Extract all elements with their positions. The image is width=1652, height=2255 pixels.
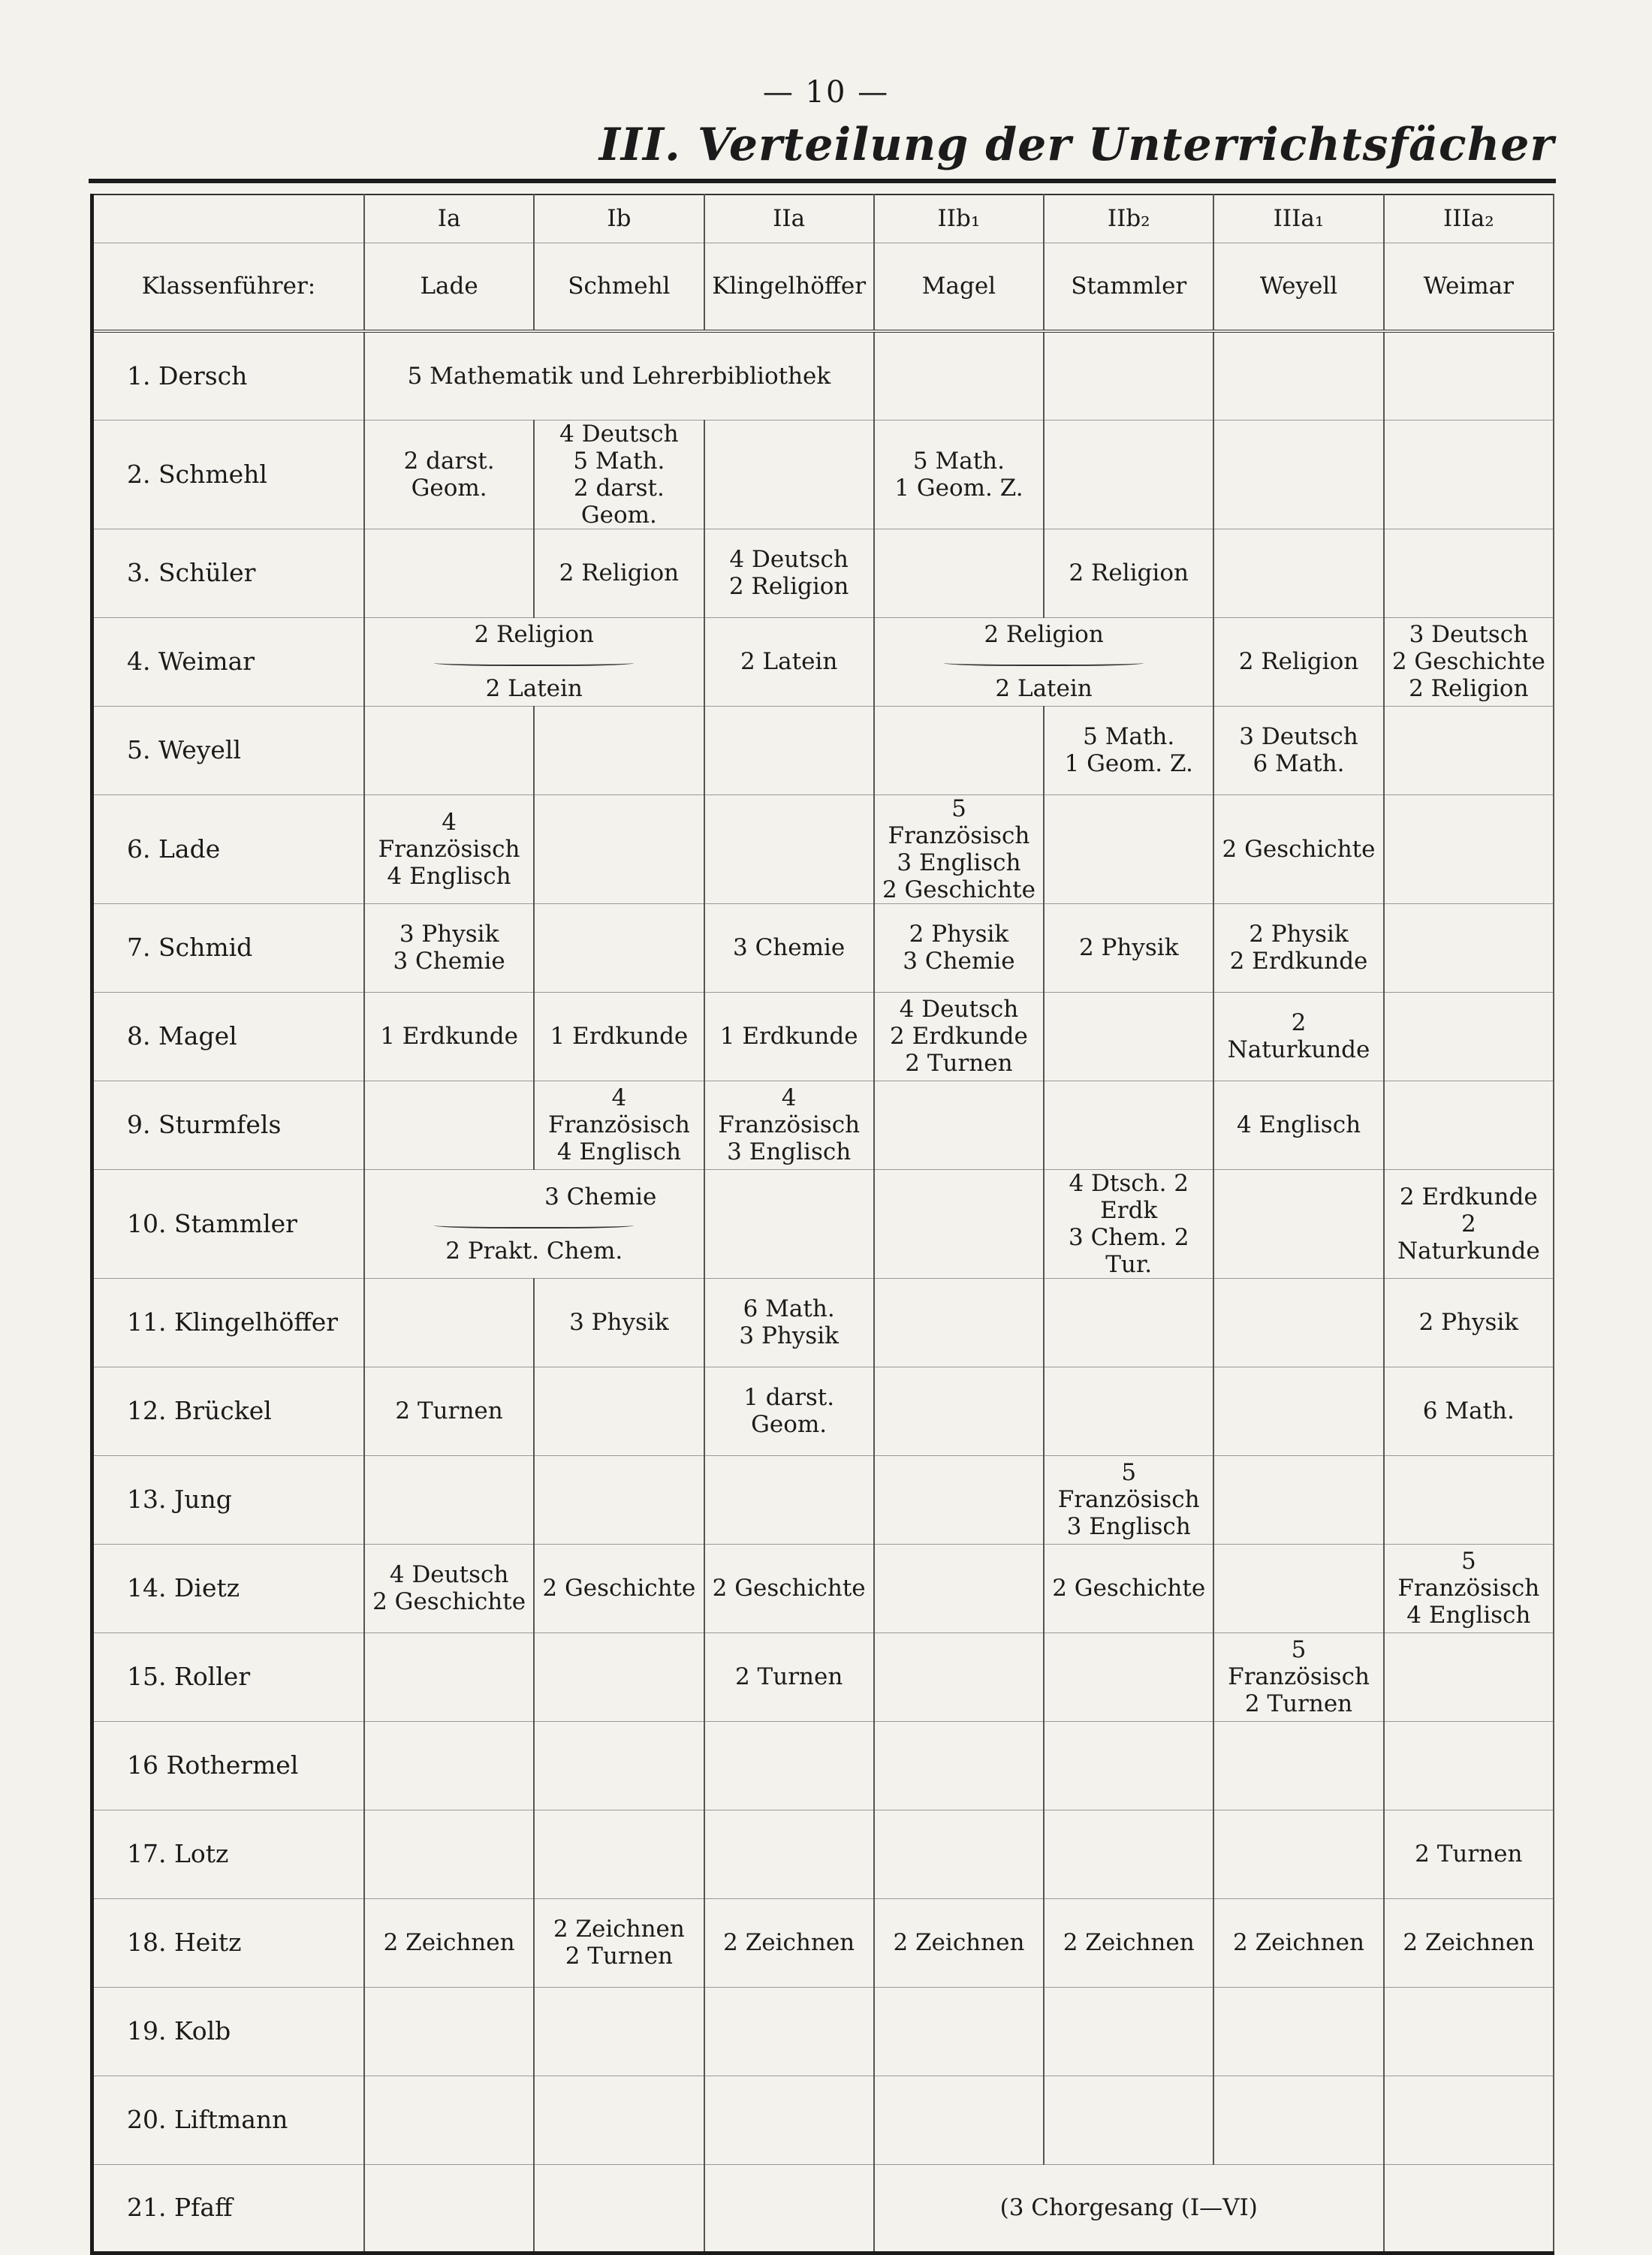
assignment-cell: 2 Religion bbox=[1213, 617, 1383, 706]
teacher-name: 2. Schmehl bbox=[92, 420, 364, 529]
class-leader: Lade bbox=[364, 243, 534, 331]
assignment-cell bbox=[1044, 992, 1213, 1081]
brace-mark bbox=[434, 1221, 634, 1228]
section-title: III. Verteilung der Unterrichtsfächer bbox=[598, 119, 1554, 171]
assignment-cell bbox=[534, 706, 704, 794]
assignment-cell bbox=[874, 2076, 1044, 2164]
assignment-cell bbox=[1044, 1278, 1213, 1367]
assignment-cell bbox=[1044, 1810, 1213, 1898]
brace-mark bbox=[944, 659, 1144, 666]
assignment-cell: 1 Erdkunde bbox=[704, 992, 874, 1081]
assignment-cell bbox=[534, 2164, 704, 2253]
assignment-line: 5 Math. bbox=[573, 447, 665, 475]
assignment-cell: 2 Geschichte bbox=[704, 1544, 874, 1632]
teacher-name: 13. Jung bbox=[92, 1455, 364, 1544]
assignment-cell: 2 Zeichnen bbox=[1044, 1898, 1213, 1987]
assignment-cell bbox=[1384, 331, 1554, 420]
assignment-line: 4 Französisch bbox=[547, 1084, 690, 1138]
assignment-cell: 2 Zeichnen bbox=[874, 1898, 1044, 1987]
assignment-cell bbox=[364, 706, 534, 794]
assignment-cell bbox=[1213, 420, 1383, 529]
assignment-line: 4 Deutsch bbox=[389, 1561, 509, 1588]
teacher-name: 9. Sturmfels bbox=[92, 1081, 364, 1169]
assignment-cell bbox=[1384, 617, 1554, 706]
class-leader: Stammler bbox=[1044, 243, 1213, 331]
assignment-cell bbox=[364, 903, 534, 992]
assignment-cell bbox=[874, 1632, 1044, 1721]
assignment-cell bbox=[874, 1721, 1044, 1810]
teacher-name: 4. Weimar bbox=[92, 617, 364, 706]
assignment-cell: 2 Turnen bbox=[1384, 1810, 1554, 1898]
assignment-cell: 3 Chemie bbox=[704, 903, 874, 992]
teacher-row bbox=[92, 1278, 1554, 1367]
assignment-cell: 2 Zeichnen bbox=[1213, 1898, 1383, 1987]
assignment-cell bbox=[534, 1721, 704, 1810]
assignment-cell bbox=[704, 2076, 874, 2164]
assignment-line: 2 Latein bbox=[995, 675, 1093, 702]
assignment-cell: 1 Erdkunde bbox=[534, 992, 704, 1081]
teacher-row bbox=[92, 1367, 1554, 1455]
assignment-cell bbox=[534, 2076, 704, 2164]
assignment-line: 3 Chemie bbox=[903, 948, 1015, 975]
assignment-cell: 2 Turnen bbox=[364, 1367, 534, 1455]
teacher-name: 18. Heitz bbox=[92, 1898, 364, 1987]
assignment-line: 3 Englisch bbox=[727, 1138, 852, 1165]
assignment-cell bbox=[1384, 529, 1554, 617]
assignment-cell bbox=[874, 1278, 1044, 1367]
assignment-cell bbox=[874, 1367, 1044, 1455]
assignment-cell: 2 Zeichnen bbox=[364, 1898, 534, 1987]
assignment-cell bbox=[1384, 1169, 1554, 1278]
assignment-cell bbox=[1384, 903, 1554, 992]
assignment-cell bbox=[1044, 420, 1213, 529]
assignment-line: 2 Erdkunde bbox=[1229, 948, 1368, 975]
assignment-cell bbox=[874, 794, 1044, 903]
assignment-cell bbox=[1213, 1367, 1383, 1455]
class-header-iia: IIa bbox=[704, 194, 874, 243]
assignment-line: 2 Turnen bbox=[1244, 1690, 1353, 1717]
assignment-cell bbox=[1384, 992, 1554, 1081]
assignment-line: 3 Chem. 2 Tur. bbox=[1069, 1223, 1189, 1278]
assignment-cell bbox=[1044, 706, 1213, 794]
assignment-line: 2 Religion bbox=[728, 573, 849, 600]
assignment-cell bbox=[1213, 903, 1383, 992]
assignment-cell: 4 Englisch bbox=[1213, 1081, 1383, 1169]
assignment-line: 2 Religion bbox=[474, 621, 594, 648]
assignment-cell bbox=[874, 1987, 1044, 2076]
assignment-cell: 2 Geschichte bbox=[1213, 794, 1383, 903]
assignment-line: 2 Turnen bbox=[565, 1943, 674, 1970]
teacher-name: 8. Magel bbox=[92, 992, 364, 1081]
assignment-cell: 2 Religion bbox=[534, 529, 704, 617]
assignment-line: 2 Naturkunde bbox=[1397, 1210, 1540, 1265]
assignment-cell bbox=[534, 1367, 704, 1455]
teacher-row bbox=[92, 1987, 1554, 2076]
class-header-ia: Ia bbox=[364, 194, 534, 243]
assignment-span-cell: 5 Mathematik und Lehrerbibliothek bbox=[364, 331, 874, 420]
assignment-cell: 2 Geschichte bbox=[534, 1544, 704, 1632]
assignment-line: 4 Französisch bbox=[718, 1084, 861, 1138]
assignment-cell bbox=[704, 1987, 874, 2076]
class-header-iib2: IIb₂ bbox=[1044, 194, 1213, 243]
teacher-row bbox=[92, 617, 1554, 706]
assignment-cell bbox=[704, 1081, 874, 1169]
assignment-line: 4 Deutsch bbox=[899, 996, 1019, 1023]
assignment-cell bbox=[1213, 1632, 1383, 1721]
assignment-cell bbox=[1044, 1169, 1213, 1278]
assignment-cell bbox=[1213, 1455, 1383, 1544]
assignment-cell bbox=[874, 1169, 1044, 1278]
assignment-cell bbox=[364, 2076, 534, 2164]
assignment-cell bbox=[534, 1987, 704, 2076]
assignment-cell bbox=[1384, 1544, 1554, 1632]
class-leader: Weimar bbox=[1384, 243, 1554, 331]
assignment-cell bbox=[1044, 1455, 1213, 1544]
assignment-span-cell bbox=[364, 1169, 704, 1278]
assignment-cell bbox=[874, 1810, 1044, 1898]
teacher-row bbox=[92, 1081, 1554, 1169]
class-leader: Klingelhöffer bbox=[704, 243, 874, 331]
assignment-span-cell: (3 Chorgesang (I—VI) bbox=[874, 2164, 1384, 2253]
assignment-cell bbox=[704, 420, 874, 529]
assignment-cell bbox=[874, 903, 1044, 992]
class-leader: Schmehl bbox=[534, 243, 704, 331]
teacher-row bbox=[92, 2076, 1554, 2164]
assignment-cell bbox=[1044, 2076, 1213, 2164]
assignment-cell bbox=[364, 1081, 534, 1169]
assignment-line: 1 Geom. Z. bbox=[894, 474, 1023, 502]
assignment-cell bbox=[1384, 2164, 1554, 2253]
assignment-line: 2 Religion bbox=[1409, 675, 1529, 702]
assignment-cell bbox=[874, 992, 1044, 1081]
assignment-line: 4 Englisch bbox=[556, 1138, 681, 1165]
assignment-line: 3 Deutsch bbox=[1239, 723, 1358, 750]
class-header-ib: Ib bbox=[534, 194, 704, 243]
assignment-cell bbox=[874, 331, 1044, 420]
assignment-line: 2 Geschichte bbox=[372, 1588, 526, 1615]
teacher-name: 14. Dietz bbox=[92, 1544, 364, 1632]
brace-mark bbox=[434, 659, 634, 666]
assignment-line: 3 Deutsch bbox=[1409, 621, 1529, 648]
assignment-cell bbox=[1213, 1721, 1383, 1810]
teacher-name: 7. Schmid bbox=[92, 903, 364, 992]
assignment-line: 2 Physik bbox=[1249, 921, 1349, 948]
assignment-line: 5 Französisch bbox=[888, 794, 1030, 849]
teacher-row bbox=[92, 1898, 1554, 1987]
assignment-cell bbox=[534, 1455, 704, 1544]
assignment-line: 4 Französisch bbox=[378, 808, 520, 863]
assignment-cell bbox=[364, 1632, 534, 1721]
assignment-cell bbox=[1213, 706, 1383, 794]
assignment-cell bbox=[704, 2164, 874, 2253]
assignment-cell bbox=[704, 1169, 874, 1278]
teacher-row bbox=[92, 992, 1554, 1081]
teacher-name: 15. Roller bbox=[92, 1632, 364, 1721]
assignment-cell bbox=[1384, 420, 1554, 529]
teacher-name: 17. Lotz bbox=[92, 1810, 364, 1898]
assignment-cell bbox=[1213, 1169, 1383, 1278]
assignment-line: 2 Geschichte bbox=[882, 876, 1036, 903]
assignment-cell bbox=[1213, 331, 1383, 420]
assignment-cell: 2 Physik bbox=[1384, 1278, 1554, 1367]
teacher-row bbox=[92, 1169, 1554, 1278]
assignment-cell bbox=[1213, 529, 1383, 617]
teacher-name: 5. Weyell bbox=[92, 706, 364, 794]
page-number: — 10 — bbox=[762, 75, 890, 110]
assignment-cell bbox=[534, 794, 704, 903]
teacher-name: 6. Lade bbox=[92, 794, 364, 903]
assignment-cell: 1 darst. Geom. bbox=[704, 1367, 874, 1455]
teacher-name: 21. Pfaff bbox=[92, 2164, 364, 2253]
class-leader-row bbox=[92, 243, 1554, 331]
teacher-name: 11. Klingelhöffer bbox=[92, 1278, 364, 1367]
assignment-line: 6 Math. bbox=[1253, 750, 1345, 777]
assignment-line: 3 Chemie bbox=[393, 948, 505, 975]
class-leader: Magel bbox=[874, 243, 1044, 331]
assignment-line: 2 Physik bbox=[909, 921, 1009, 948]
assignment-cell bbox=[1044, 794, 1213, 903]
assignment-cell bbox=[704, 794, 874, 903]
teacher-name: 19. Kolb bbox=[92, 1987, 364, 2076]
teacher-name: 1. Dersch bbox=[92, 331, 364, 420]
assignment-cell: 2 Latein bbox=[704, 617, 874, 706]
teacher-name: 20. Liftmann bbox=[92, 2076, 364, 2164]
assignment-cell bbox=[1213, 2076, 1383, 2164]
assignment-cell bbox=[364, 1987, 534, 2076]
class-leader: Weyell bbox=[1213, 243, 1383, 331]
class-header-iib1: IIb₁ bbox=[874, 194, 1044, 243]
assignment-cell bbox=[874, 706, 1044, 794]
assignment-line: 2 Zeichnen bbox=[553, 1916, 685, 1943]
assignment-cell: 6 Math. bbox=[1384, 1367, 1554, 1455]
teacher-row bbox=[92, 1721, 1554, 1810]
subject-distribution-table bbox=[90, 194, 1554, 2255]
teacher-row bbox=[92, 903, 1554, 992]
assignment-cell bbox=[874, 420, 1044, 529]
class-leader-label: Klassenführer: bbox=[92, 243, 364, 331]
teacher-row bbox=[92, 1544, 1554, 1632]
assignment-line: 3 Englisch bbox=[897, 849, 1021, 876]
assignment-line: 2 Erdkunde bbox=[1399, 1183, 1538, 1210]
assignment-line: 5 Math. bbox=[1083, 723, 1175, 750]
assignment-cell bbox=[364, 529, 534, 617]
assignment-cell bbox=[364, 1455, 534, 1544]
teacher-name: 16 Rothermel bbox=[92, 1721, 364, 1810]
assignment-cell bbox=[1044, 1721, 1213, 1810]
assignment-line: 4 Deutsch bbox=[559, 420, 679, 448]
assignment-line: 2 darst. Geom. bbox=[573, 474, 665, 529]
assignment-cell: 2 Geschichte bbox=[1044, 1544, 1213, 1632]
assignment-cell bbox=[1384, 794, 1554, 903]
assignment-line: 3 Englisch bbox=[1066, 1513, 1191, 1540]
assignment-cell bbox=[704, 1810, 874, 1898]
teacher-row bbox=[92, 1632, 1554, 1721]
assignment-cell bbox=[1044, 1632, 1213, 1721]
assignment-cell bbox=[1044, 1081, 1213, 1169]
teacher-name: 3. Schüler bbox=[92, 529, 364, 617]
assignment-span-cell bbox=[874, 617, 1214, 706]
assignment-cell bbox=[874, 1081, 1044, 1169]
teacher-row bbox=[92, 1810, 1554, 1898]
assignment-cell bbox=[1384, 1081, 1554, 1169]
assignment-cell bbox=[704, 706, 874, 794]
assignment-cell bbox=[1384, 1455, 1554, 1544]
assignment-cell: 2 Zeichnen bbox=[704, 1898, 874, 1987]
teacher-row bbox=[92, 331, 1554, 420]
assignment-cell bbox=[1213, 1278, 1383, 1367]
assignment-cell bbox=[1384, 1987, 1554, 2076]
class-header-iiia1: IIIa₁ bbox=[1213, 194, 1383, 243]
assignment-cell bbox=[364, 1278, 534, 1367]
assignment-line: 2 Prakt. Chem. bbox=[445, 1237, 623, 1265]
assignment-cell: 2 Physik bbox=[1044, 903, 1213, 992]
assignment-cell bbox=[364, 1544, 534, 1632]
teacher-name: 12. Brückel bbox=[92, 1367, 364, 1455]
assignment-cell: 2 Religion bbox=[1044, 529, 1213, 617]
header-corner bbox=[92, 194, 364, 243]
assignment-cell bbox=[534, 903, 704, 992]
assignment-cell bbox=[1213, 1987, 1383, 2076]
assignment-line: 5 Französisch bbox=[1228, 1636, 1370, 1690]
teacher-row bbox=[92, 529, 1554, 617]
assignment-cell bbox=[704, 1721, 874, 1810]
assignment-cell: 2 Turnen bbox=[704, 1632, 874, 1721]
assignment-cell bbox=[704, 1455, 874, 1544]
assignment-cell bbox=[534, 1898, 704, 1987]
assignment-cell bbox=[364, 1810, 534, 1898]
assignment-cell bbox=[874, 529, 1044, 617]
teacher-row bbox=[92, 794, 1554, 903]
assignment-cell bbox=[534, 1632, 704, 1721]
assignment-cell bbox=[1213, 1810, 1383, 1898]
assignment-line: 2 Religion bbox=[984, 621, 1104, 648]
assignment-cell bbox=[1384, 1721, 1554, 1810]
assignment-cell: 1 Erdkunde bbox=[364, 992, 534, 1081]
assignment-cell bbox=[364, 1721, 534, 1810]
assignment-cell bbox=[534, 1810, 704, 1898]
assignment-line: 3 Chemie bbox=[544, 1183, 657, 1210]
class-header-row bbox=[92, 194, 1554, 243]
assignment-cell bbox=[874, 1455, 1044, 1544]
assignment-cell: 2 darst. Geom. bbox=[364, 420, 534, 529]
title-rule bbox=[89, 179, 1556, 183]
assignment-line: 4 Deutsch bbox=[729, 546, 849, 573]
assignment-cell bbox=[704, 529, 874, 617]
teacher-name: 10. Stammler bbox=[92, 1169, 364, 1278]
assignment-line: 5 Math. bbox=[912, 447, 1005, 475]
teacher-row bbox=[92, 420, 1554, 529]
assignment-cell bbox=[1213, 1544, 1383, 1632]
teacher-row bbox=[92, 2164, 1554, 2253]
assignment-line: 5 Französisch bbox=[1397, 1548, 1540, 1602]
assignment-cell bbox=[1044, 1367, 1213, 1455]
assignment-cell bbox=[1384, 1632, 1554, 1721]
assignment-line: 4 Englisch bbox=[387, 862, 511, 890]
assignment-line: 3 Physik bbox=[739, 1322, 839, 1349]
assignment-cell bbox=[704, 1278, 874, 1367]
assignment-cell bbox=[1384, 2076, 1554, 2164]
assignment-line: 2 Turnen bbox=[905, 1050, 1013, 1077]
class-header-iiia2: IIIa₂ bbox=[1384, 194, 1554, 243]
assignment-cell bbox=[874, 1544, 1044, 1632]
assignment-cell bbox=[364, 2164, 534, 2253]
assignment-cell: 3 Physik bbox=[534, 1278, 704, 1367]
assignment-cell: 2 Zeichnen bbox=[1384, 1898, 1554, 1987]
assignment-cell bbox=[1044, 331, 1213, 420]
assignment-cell bbox=[364, 794, 534, 903]
assignment-cell: 2 Naturkunde bbox=[1213, 992, 1383, 1081]
assignment-line: 4 Dtsch. 2 Erdk bbox=[1069, 1169, 1189, 1224]
assignment-cell bbox=[534, 1081, 704, 1169]
assignment-line: 2 Geschichte bbox=[1391, 648, 1545, 675]
assignment-line: 5 Französisch bbox=[1057, 1459, 1200, 1513]
assignment-cell bbox=[1044, 1987, 1213, 2076]
assignment-cell bbox=[1384, 706, 1554, 794]
assignment-span-cell bbox=[364, 617, 704, 706]
assignment-line: 2 Latein bbox=[485, 675, 583, 702]
assignment-line: 3 Physik bbox=[399, 921, 499, 948]
assignment-line: 1 Geom. Z. bbox=[1064, 750, 1193, 777]
assignment-line: 2 Erdkunde bbox=[890, 1023, 1028, 1050]
assignment-line: 6 Math. bbox=[743, 1295, 835, 1322]
assignment-cell bbox=[534, 420, 704, 529]
teacher-row bbox=[92, 706, 1554, 794]
teacher-row bbox=[92, 1455, 1554, 1544]
assignment-line: 4 Englisch bbox=[1406, 1602, 1531, 1629]
